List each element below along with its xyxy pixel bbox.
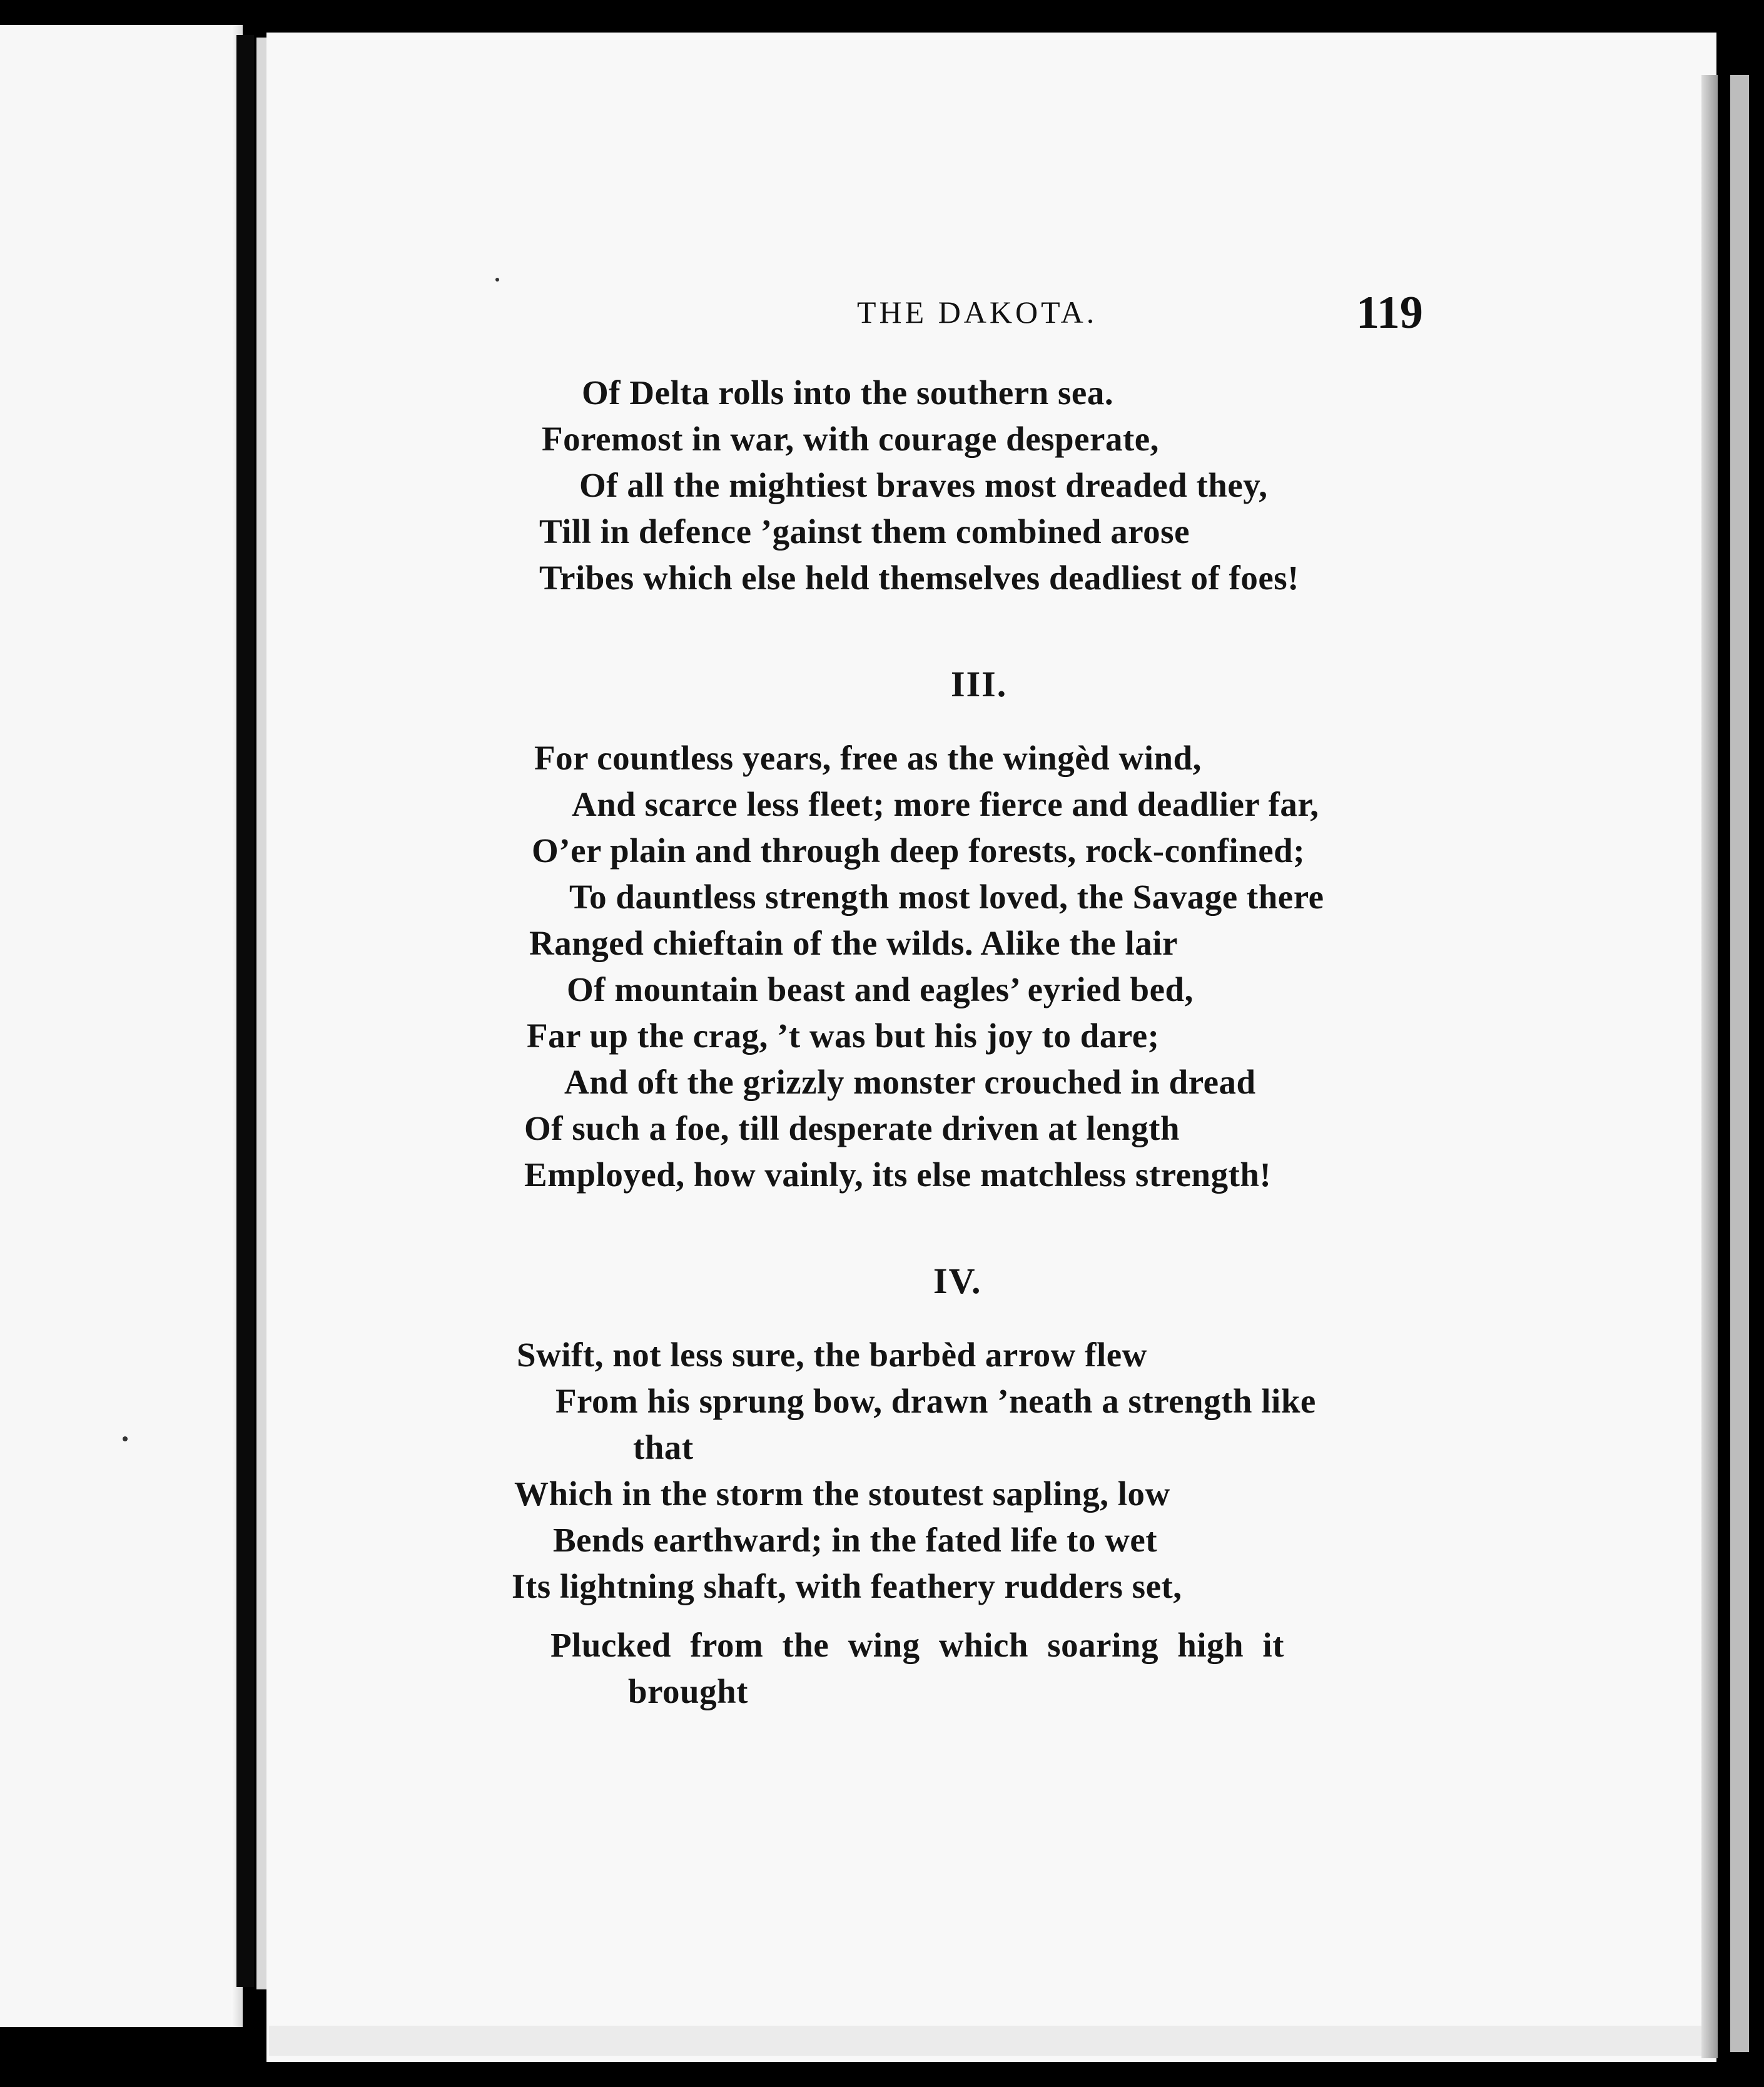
poem-line: Bends earthward; in the fated life to wet — [553, 1521, 1158, 1559]
poem-line: Plucked from the wing which soaring high it — [550, 1626, 1284, 1664]
stanza-number: III. — [951, 664, 1008, 704]
poem-line: Tribes which else held themselves deadliest of foes! — [539, 559, 1299, 597]
page-number: 119 — [1356, 287, 1423, 338]
poem-line: From his sprung bow, drawn ’neath a strength like — [555, 1382, 1316, 1420]
page-bottom-edge — [269, 2026, 1701, 2056]
poem-line: Till in defence ’gainst them combined arose — [539, 512, 1190, 551]
poem-line: And oft the grizzly monster crouched in dread — [564, 1063, 1256, 1101]
poem-line: Which in the storm the stoutest sapling, low — [514, 1475, 1170, 1513]
book-gutter — [236, 35, 254, 1987]
page-edge — [1701, 75, 1718, 2058]
poem-line: Far up the crag, ’t was but his joy to dare; — [527, 1017, 1160, 1055]
poem-line: Foremost in war, with courage desperate, — [542, 420, 1159, 458]
left-page — [0, 25, 243, 2027]
poem-line: that — [633, 1428, 694, 1466]
poem-line: Its lightning shaft, with feathery rudders set, — [512, 1567, 1182, 1605]
running-head: THE DAKOTA. — [857, 295, 1098, 330]
poem-line: O’er plain and through deep forests, rock-confined; — [532, 831, 1305, 870]
poem-line: To dauntless strength most loved, the Savage there — [569, 878, 1324, 916]
poem-line: Of such a foe, till desperate driven at length — [524, 1109, 1180, 1147]
poem-line: Ranged chieftain of the wilds. Alike the lair — [529, 924, 1178, 962]
page-edge-outer — [1730, 75, 1749, 2052]
poem-line: brought — [628, 1672, 748, 1710]
page-edge-dark — [1718, 81, 1730, 2064]
poem-line: Of Delta rolls into the southern sea. — [582, 373, 1114, 412]
poem-line: Employed, how vainly, its else matchless strength! — [524, 1155, 1272, 1194]
scan-speck — [123, 1436, 128, 1441]
poem-line: Of all the mightiest braves most dreaded they, — [579, 466, 1268, 504]
scan-speck — [495, 278, 499, 282]
gutter-edge — [256, 38, 266, 1989]
poem-line: Of mountain beast and eagles’ eyried bed, — [567, 970, 1194, 1008]
poem-line: And scarce less fleet; more fierce and deadlier far, — [572, 785, 1319, 823]
stanza-number: IV. — [933, 1261, 982, 1301]
poem-line: For countless years, free as the wingèd wind, — [534, 739, 1202, 777]
poem-line: Swift, not less sure, the barbèd arrow flew — [517, 1336, 1147, 1374]
